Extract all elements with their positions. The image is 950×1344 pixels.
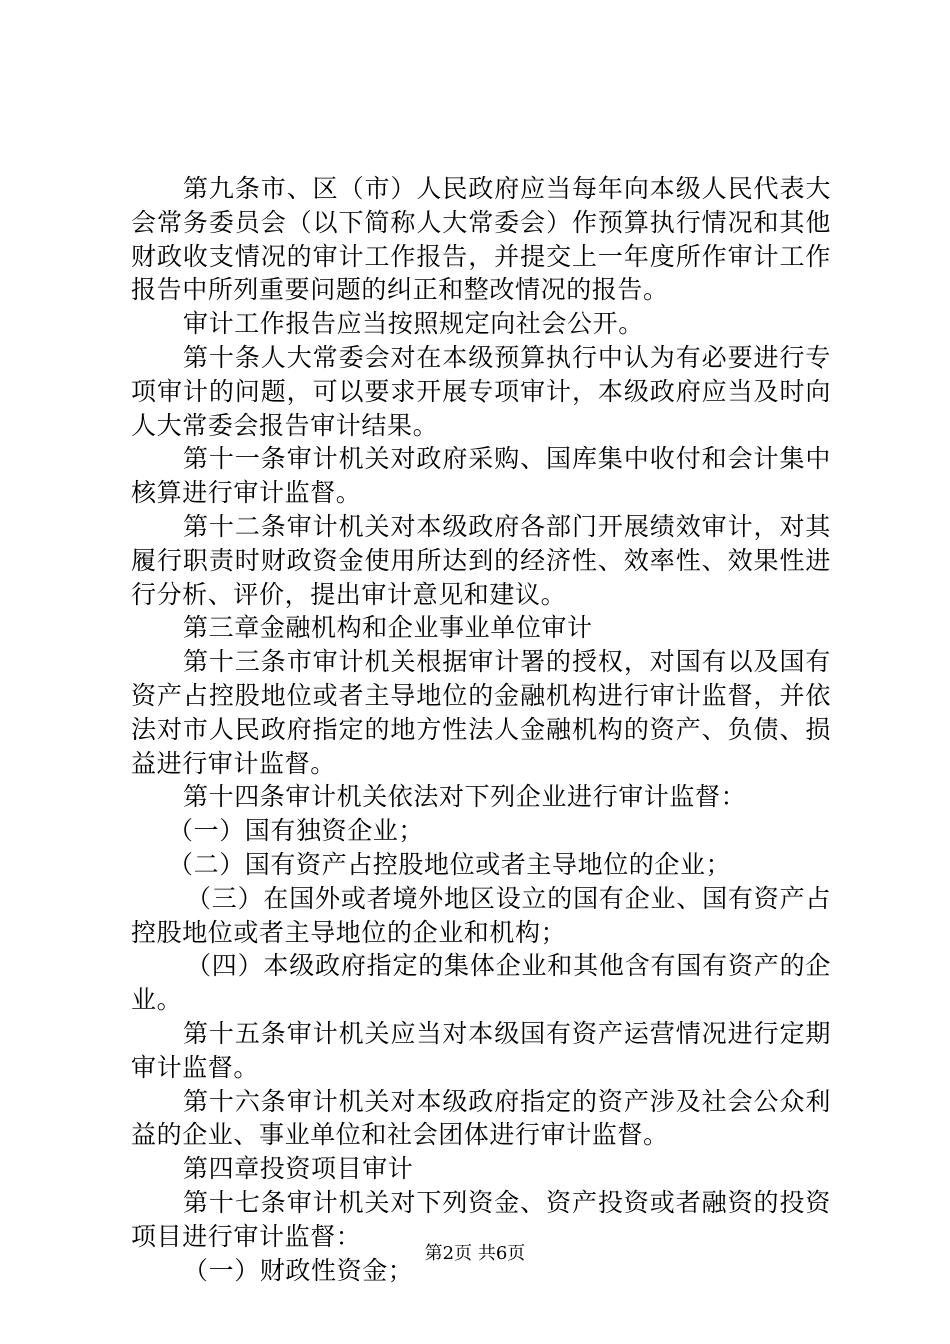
list-item-3: （三）在国外或者境外地区设立的国有企业、国有资产占控股地位或者主导地位的企业和机构； xyxy=(131,883,831,947)
paragraph-article-12: 第十二条审计机关对本级政府各部门开展绩效审计，对其履行职责时财政资金使用所达到的经济性、效率性、效果性进行分析、评价，提出审计意见和建议。 xyxy=(131,511,831,609)
paragraph-article-11: 第十一条审计机关对政府采购、国库集中收付和会计集中核算进行审计监督。 xyxy=(131,444,831,508)
list-item-1: （一）国有独资企业； xyxy=(168,816,425,846)
paragraph-article-15: 第十五条审计机关应当对本级国有资产运营情况进行定期审计监督。 xyxy=(131,1018,831,1082)
page-number-footer: 第2页 共6页 xyxy=(424,1243,526,1264)
paragraph-article-10: 第十条人大常委会对在本级预算执行中认为有必要进行专项审计的问题，可以要求开展专项审计，本级政府应当及时向人大常委会报告审计结果。 xyxy=(131,342,831,440)
list-item-fiscal-funds: （一）财政性资金； xyxy=(183,1255,414,1285)
list-item-4: （四）本级政府指定的集体企业和其他含有国有资产的企业。 xyxy=(131,951,831,1015)
paragraph-article-17: 第十七条审计机关对下列资金、资产投资或者融资的投资项目进行审计监督： xyxy=(131,1187,831,1251)
list-item-2: （二）国有资产占控股地位或者主导地位的企业； xyxy=(168,849,732,879)
chapter-heading-3: 第三章金融机构和企业事业单位审计 xyxy=(183,613,593,643)
paragraph-article-16: 第十六条审计机关对本级政府指定的资产涉及社会公众利益的企业、事业单位和社会团体进行审计监督。 xyxy=(131,1086,831,1150)
chapter-heading-4: 第四章投资项目审计 xyxy=(183,1154,414,1184)
paragraph-article-13: 第十三条市审计机关根据审计署的授权，对国有以及国有资产占控股地位或者主导地位的金融机构进行审计监督，并依法对市人民政府指定的地方性法人金融机构的资产、负债、损益进行审计监督。 xyxy=(131,647,831,778)
document-body xyxy=(131,172,831,1287)
paragraph-article-9: 第九条市、区（市）人民政府应当每年向本级人民代表大会常务委员会（以下简称人大常委会）作预算执行情况和其他财政收支情况的审计工作报告，并提交上一年度所作审计工作报告中所列重要问题的纠正和整改情况的报告。 xyxy=(131,174,831,305)
paragraph-article-14: 第十四条审计机关依法对下列企业进行审计监督： xyxy=(183,782,747,812)
paragraph-report-public: 审计工作报告应当按照规定向社会公开。 xyxy=(183,309,644,339)
